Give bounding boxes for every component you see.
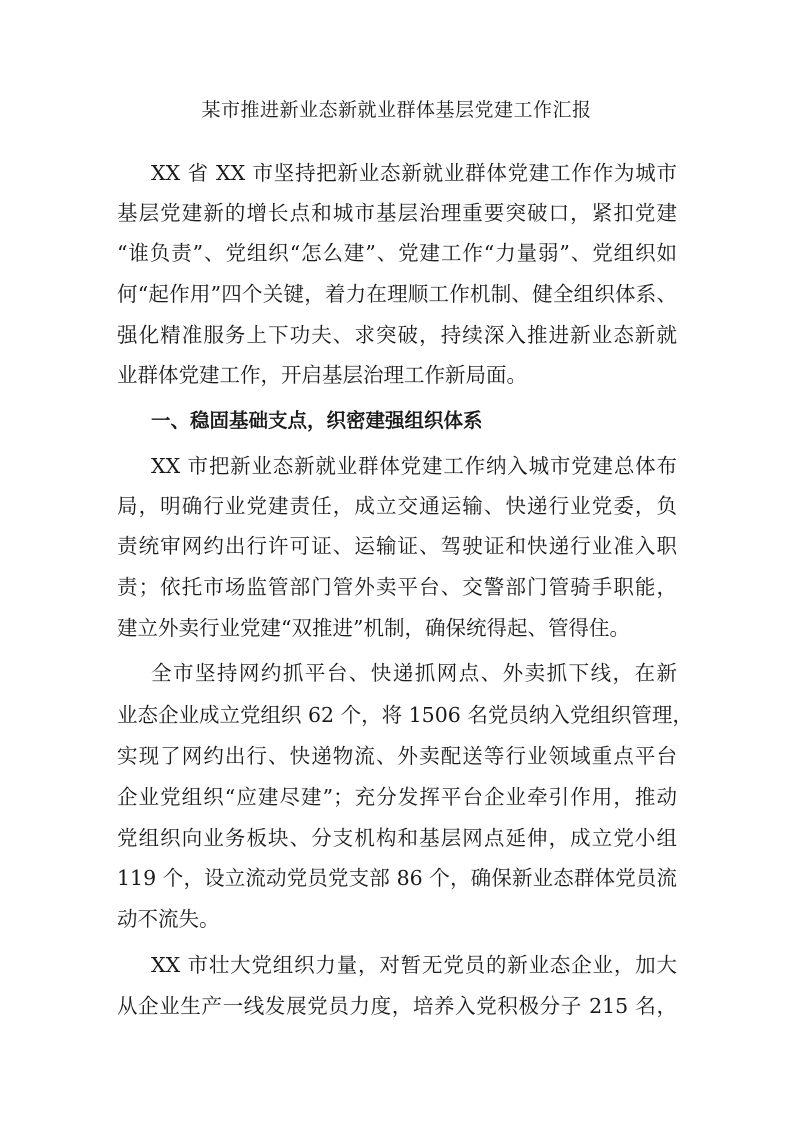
paragraph-line: 强化精准服务上下功夫、求突破，持续深入推进新业态新就	[117, 323, 677, 347]
paragraph-line: 业群体党建工作，开启基层治理工作新局面。	[117, 363, 527, 387]
paragraph-line: “谁负责”、党组织“怎么建”、党建工作“力量弱”、党组织如	[117, 241, 677, 265]
section-heading: 一、稳固基础支点，织密建强组织体系	[151, 409, 483, 432]
paragraph-line: 119 个，设立流动党员党支部 86 个，确保新业态群体党员流	[117, 866, 677, 890]
paragraph-line: 实现了网约出行、快递物流、外卖配送等行业领域重点平台	[117, 744, 677, 768]
document-title: 某市推进新业态新就业群体基层党建工作汇报	[201, 99, 592, 121]
paragraph-line: 建立外卖行业党建“双推进”机制，确保统得起、管得住。	[117, 616, 630, 640]
paragraph-line: 责统审网约出行许可证、运输证、驾驶证和快递行业准入职	[117, 534, 677, 558]
paragraph-line: 责；依托市场监管部门管外卖平台、交警部门管骑手职能，	[117, 575, 677, 599]
paragraph-line: XX 市把新业态新就业群体党建工作纳入城市党建总体布	[151, 454, 677, 478]
paragraph-line: 动不流失。	[117, 907, 220, 931]
paragraph-line: 全市坚持网约抓平台、快递抓网点、外卖抓下线，在新	[151, 661, 677, 685]
paragraph-line: XX 市壮大党组织力量，对暂无党员的新业态企业，加大	[151, 953, 677, 977]
paragraph-line: 何“起作用”四个关键，着力在理顺工作机制、健全组织体系、	[117, 282, 677, 306]
paragraph-line: 基层党建新的增长点和城市基层治理重要突破口，紧扣党建	[117, 201, 677, 225]
paragraph-line: 党组织向业务板块、分支机构和基层网点延伸，成立党小组	[117, 826, 677, 850]
paragraph-line: 局，明确行业党建责任，成立交通运输、快递行业党委，负	[117, 494, 677, 518]
paragraph-line: 从企业生产一线发展党员力度，培养入党积极分子 215 名，	[117, 994, 677, 1018]
paragraph-line: 业态企业成立党组织 62 个，将 1506 名党员纳入党组织管理，	[117, 703, 693, 727]
paragraph-line: 企业党组织“应建尽建”；充分发挥平台企业牵引作用，推动	[117, 785, 677, 809]
paragraph-line: XX 省 XX 市坚持把新业态新就业群体党建工作作为城市	[151, 161, 677, 185]
